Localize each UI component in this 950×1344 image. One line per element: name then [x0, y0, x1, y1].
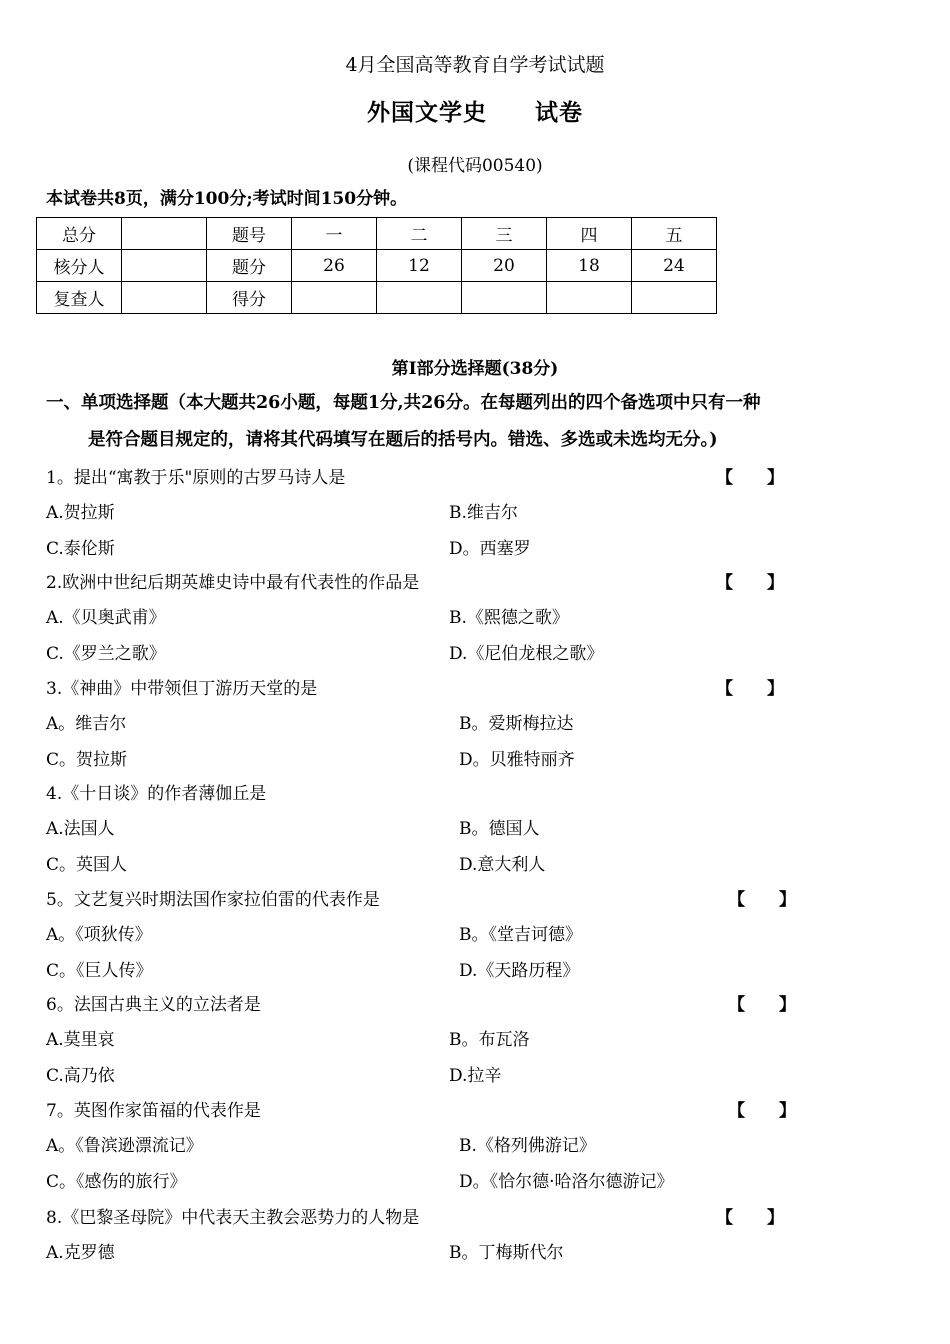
option-item: B.《熙德之歌》	[449, 608, 569, 628]
option-item: C.高乃依	[46, 1066, 115, 1086]
option-item: C。《感伤的旅行》	[46, 1172, 187, 1192]
course-code: (课程代码00540)	[407, 156, 543, 176]
score-table-cell	[462, 282, 547, 314]
answer-bracket[interactable]: 【 】	[728, 995, 796, 1015]
score-table	[36, 217, 717, 314]
exam-title: 外国文学史 试卷	[367, 99, 583, 126]
option-item: B.《格列佛游记》	[459, 1136, 596, 1156]
score-table-cell	[377, 282, 462, 314]
score-table-cell: 四	[547, 218, 632, 250]
question-stem: 7。英图作家笛福的代表作是	[46, 1101, 261, 1121]
score-table-cell: 题分	[207, 250, 292, 282]
option-item: B.维吉尔	[449, 503, 518, 523]
exam-info: 本试卷共8页，满分100分;考试时间150分钟。	[46, 189, 408, 209]
option-item: A.贺拉斯	[46, 503, 115, 523]
question-stem: 8.《巴黎圣母院》中代表天主教会恶势力的人物是	[46, 1208, 420, 1228]
score-table-cell: 三	[462, 218, 547, 250]
score-table-cell	[547, 282, 632, 314]
option-item: C。《巨人传》	[46, 961, 153, 981]
option-item: D.《天路历程》	[459, 961, 580, 981]
option-item: A.克罗德	[46, 1243, 115, 1263]
answer-bracket[interactable]: 【 】	[716, 573, 784, 593]
option-item: A.莫里哀	[46, 1030, 115, 1050]
option-item: C。英国人	[46, 855, 128, 875]
option-item: A.法国人	[46, 819, 115, 839]
score-table-cell	[632, 282, 717, 314]
score-table-cell: 20	[462, 250, 547, 282]
exam-header-line: 4月全国高等教育自学考试试题	[345, 54, 605, 76]
section-instruction-line2: 是符合题目规定的，请将其代码填写在题后的括号内。错选、多选或未选均无分。)	[88, 430, 718, 450]
question-stem: 3.《神曲》中带领但丁游历天堂的是	[46, 679, 318, 699]
score-table-row	[37, 250, 717, 282]
score-table-cell	[122, 218, 207, 250]
score-table-cell: 五	[632, 218, 717, 250]
option-item: A。维吉尔	[46, 714, 127, 734]
section-instruction-line1: 一、单项选择题（本大题共26小题，每题1分,共26分。在每题列出的四个备选项中只有一种	[46, 393, 761, 413]
question-stem: 1。提出“寓教于乐"原则的古罗马诗人是	[46, 468, 346, 488]
score-table-cell	[122, 282, 207, 314]
score-table-cell: 12	[377, 250, 462, 282]
score-table-cell: 二	[377, 218, 462, 250]
option-item: A.《贝奥武甫》	[46, 608, 166, 628]
option-item: D.拉辛	[449, 1066, 502, 1086]
question-stem: 6。法国古典主义的立法者是	[46, 995, 261, 1015]
score-table-cell: 题号	[207, 218, 292, 250]
option-item: C。贺拉斯	[46, 750, 128, 770]
answer-bracket[interactable]: 【 】	[716, 468, 784, 488]
option-item: D.《尼伯龙根之歌》	[449, 644, 604, 664]
option-item: D.意大利人	[459, 855, 546, 875]
option-item: B。丁梅斯代尔	[449, 1243, 564, 1263]
option-item: A。《项狄传》	[46, 925, 152, 945]
option-item: D。《恰尔德·哈洛尔德游记》	[459, 1172, 674, 1192]
option-item: A。《鲁滨逊漂流记》	[46, 1136, 203, 1156]
score-table-cell: 18	[547, 250, 632, 282]
score-table-cell: 得分	[207, 282, 292, 314]
option-item: B。布瓦洛	[449, 1030, 530, 1050]
option-item: C.泰伦斯	[46, 539, 115, 559]
score-table-cell: 一	[292, 218, 377, 250]
score-table-cell: 总分	[37, 218, 122, 250]
option-item: D。贝雅特丽齐	[459, 750, 575, 770]
score-table-cell: 24	[632, 250, 717, 282]
part-title: 第Ⅰ部分选择题(38分)	[391, 359, 559, 379]
answer-bracket[interactable]: 【 】	[728, 890, 796, 910]
answer-bracket[interactable]: 【 】	[716, 1208, 784, 1228]
answer-bracket[interactable]: 【 】	[728, 1101, 796, 1121]
option-item: D。西塞罗	[449, 539, 531, 559]
score-table-row	[37, 282, 717, 314]
score-table-cell	[292, 282, 377, 314]
option-item: B。《堂吉诃德》	[459, 925, 582, 945]
option-item: B。爱斯梅拉达	[459, 714, 574, 734]
question-stem: 2.欧洲中世纪后期英雄史诗中最有代表性的作品是	[46, 573, 420, 593]
option-item: C.《罗兰之歌》	[46, 644, 166, 664]
score-table-cell: 核分人	[37, 250, 122, 282]
score-table-cell: 复查人	[37, 282, 122, 314]
score-table-cell	[122, 250, 207, 282]
option-item: B。德国人	[459, 819, 540, 839]
score-table-cell: 26	[292, 250, 377, 282]
answer-bracket[interactable]: 【 】	[716, 679, 784, 699]
score-table-row	[37, 218, 717, 250]
question-stem: 4.《十日谈》的作者薄伽丘是	[46, 784, 267, 804]
question-stem: 5。文艺复兴时期法国作家拉伯雷的代表作是	[46, 890, 380, 910]
